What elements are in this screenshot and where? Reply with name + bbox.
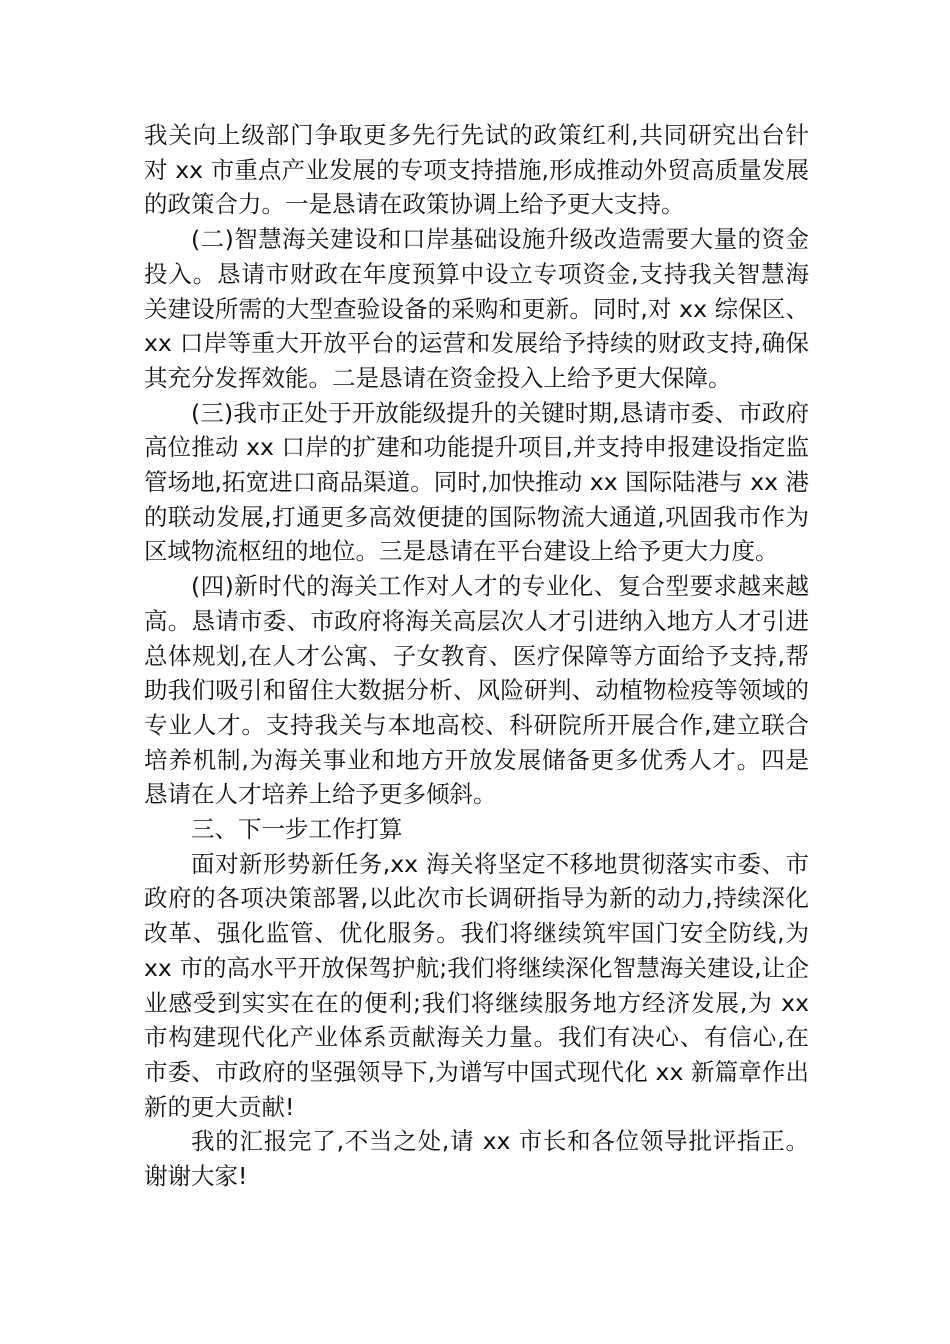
paragraph-platform: (三)我市正处于开放能级提升的关键时期,恳请市委、市政府高位推动 xx 口岸的扩建和功能提升项目,并支持申报建设指定监管场地,拓宽进口商品渠道。同时,加快推动 xx 国际陆港与 xx 港的联动发展,打通更多高效便捷的国际物流大通道,巩固我市作为区域物流枢纽的地位。三是恳请在平台建设上给予更大力度。 [144,398,809,566]
document-body [144,118,809,1194]
section-heading-next-steps: 三、下一步工作打算 [191,815,403,844]
paragraph-closing: 我的汇报完了,不当之处,请 xx 市长和各位领导批评指正。谢谢大家! [144,1127,809,1191]
paragraph-policy-support: 我关向上级部门争取更多先行先试的政策红利,共同研究出台针对 xx 市重点产业发展的专项支持措施,形成推动外贸高质量发展的政策合力。一是恳请在政策协调上给予更大支持。 [144,121,809,219]
paragraph-next-steps: 面对新形势新任务,xx 海关将坚定不移地贯彻落实市委、市政府的各项决策部署,以此次市长调研指导为新的动力,持续深化改革、强化监管、优化服务。我们将继续筑牢国门安全防线,为 xx 市的高水平开放保驾护航;我们将继续深化智慧海关建设,让企业感受到实实在在的便利;我们将继续服务地方经济发展,为 xx 市构建现代化产业体系贡献海关力量。我们有决心、有信心,在市委、市政府的坚强领导下,为谱写中国式现代化 xx 新篇章作出新的更大贡献! [144,849,809,1121]
paragraph-funding: (二)智慧海关建设和口岸基础设施升级改造需要大量的资金投入。恳请市财政在年度预算中设立专项资金,支持我关智慧海关建设所需的大型查验设备的采购和更新。同时,对 xx 综保区、xx 口岸等重大开放平台的运营和发展给予持续的财政支持,确保其充分发挥效能。二是恳请在资金投入上给予更大保障。 [144,225,809,392]
paragraph-talent: (四)新时代的海关工作对人才的专业化、复合型要求越来越高。恳请市委、市政府将海关高层次人才引进纳入地方人才引进总体规划,在人才公寓、子女教育、医疗保障等方面给予支持,帮助我们吸引和留住大数据分析、风险研判、动植物检疫等领域的专业人才。支持我关与本地高校、科研院所开展合作,建立联合培养机制,为海关事业和地方开放发展储备更多优秀人才。四是恳请在人才培养上给予更多倾斜。 [144,572,809,809]
